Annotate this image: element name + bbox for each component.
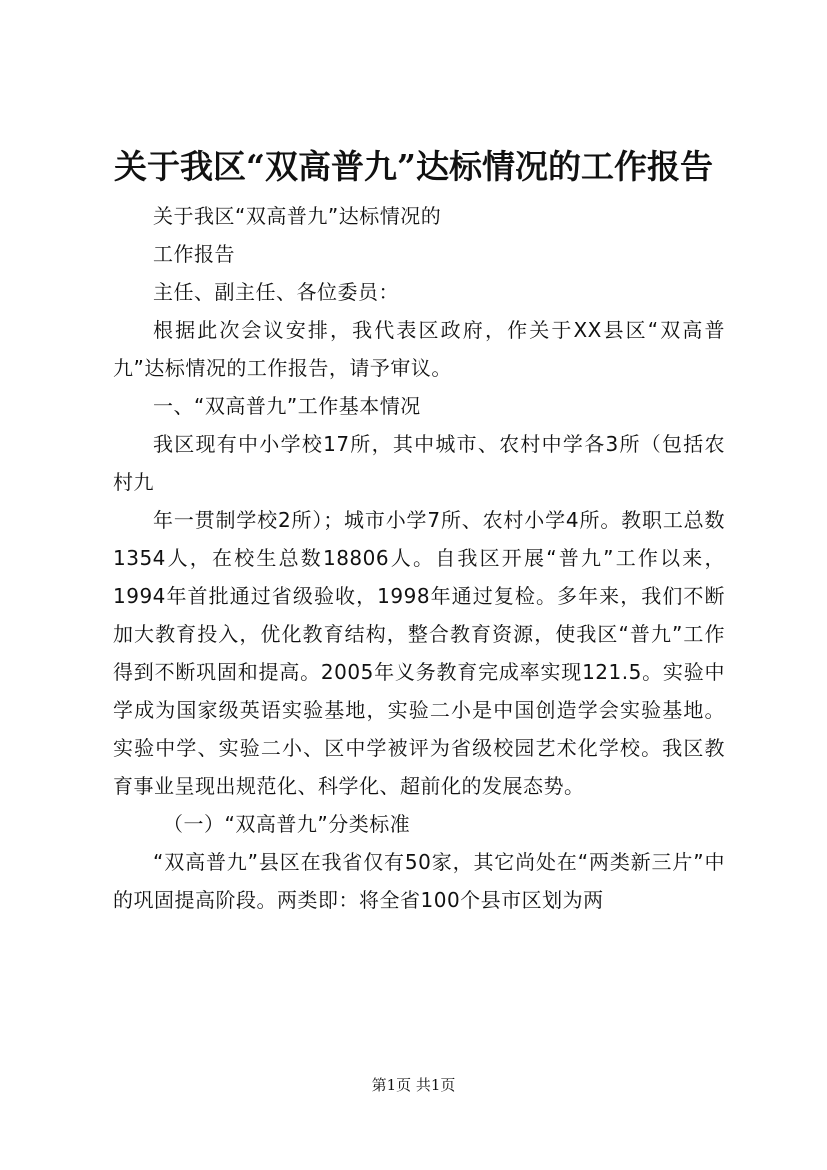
document-title: 关于我区“双高普九”达标情况的工作报告 — [114, 147, 713, 186]
paragraph-subtitle-line1: 关于我区“双高普九”达标情况的 — [153, 204, 442, 228]
subsection-heading-1: （一）“双高普九”分类标准 — [163, 812, 411, 836]
paragraph-salutation: 主任、副主任、各位委员： — [153, 280, 399, 304]
paragraph-overview: 年一贯制学校2所）；城市小学7所、农村小学4所。教职工总数1354人，在校生总数18806人。自我区开展“普九”工作以来，1994年首批通过省级验收，1998年通过复检。多年来，我们不断加大教育投入，优化教育结构，整合教育资源，使我区“普九”工作得到不断巩固和提高。2005年义务教育完成率实现121.5。实验中学成为国家级英语实验基地，实验二小是中国创造学会实验基地。实验中学、实验二小、区中学被评为省级校园艺术化学校。我区教育事业呈现出规范化、科学化、超前化的发展态势。 — [113, 508, 725, 798]
section-heading-1: 一、“双高普九”工作基本情况 — [153, 394, 421, 418]
page-footer: 第1页 共1页 — [371, 1076, 456, 1094]
paragraph-schools: 我区现有中小学校17所，其中城市、农村中学各3所（包括农村九 — [113, 432, 725, 494]
paragraph-classification: “双高普九”县区在我省仅有50家，其它尚处在“两类新三片”中的巩固提高阶段。两类即：将全省100个县市区划为两 — [113, 850, 725, 912]
paragraph-subtitle-line2: 工作报告 — [153, 242, 235, 266]
document-body — [113, 197, 725, 919]
paragraph-intro: 根据此次会议安排，我代表区政府，作关于XX县区“双高普九”达标情况的工作报告，请予审议。 — [113, 318, 725, 380]
